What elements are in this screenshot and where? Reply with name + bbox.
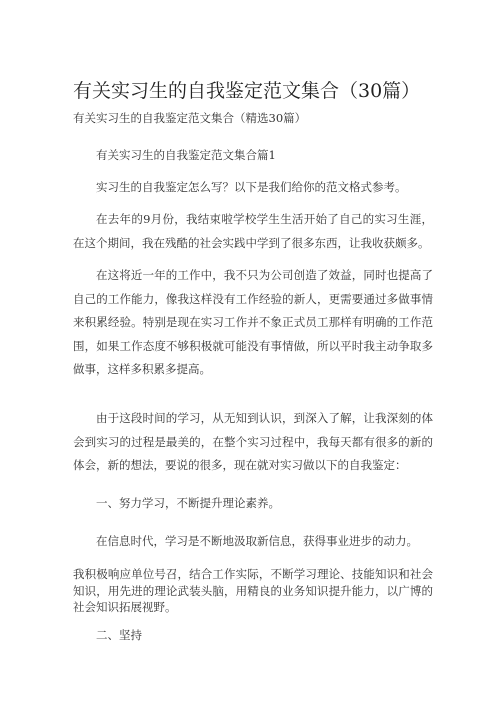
subheading-2: 二、坚持 <box>96 628 142 642</box>
paragraph-1: 在去年的9月份，我结束啦学校学生生活开始了自己的实习生涯，在这个期间，我在残酷的社会实践中学到了很多东西，让我收获颇多。 <box>73 212 433 250</box>
paragraph-2: 在这将近一年的工作中，我不只为公司创造了效益，同时也提高了自己的工作能力，像我这样没有工作经验的新人，更需要通过多做事情来积累经验。特别是现在实习工作并不象正式员工那样有明确的工作范围，如果工作态度不够积极就可能没有事情做，所以平时我主动争取多做事，这样多积累多提高。 <box>73 268 433 376</box>
paragraph-5: 我积极响应单位号召，结合工作实际，不断学习理论、技能知识和社会知识，用先进的理论武装头脑，用精良的业务知识提升能力，以广博的社会知识拓展视野。 <box>73 567 433 614</box>
paragraph-intro: 实习生的自我鉴定怎么写？以下是我们给你的范文格式参考。 <box>96 180 407 194</box>
paragraph-3: 由于这段时间的学习，从无知到认识，到深入了解，让我深刻的体会到实习的过程是最美的，在整个实习过程中，我每天都有很多的新的体会，新的想法，要说的很多，现在就对实习做以下的自我鉴定： <box>73 411 433 472</box>
paragraph-4: 在信息时代，学习是不断地汲取新信息，获得事业进步的动力。 <box>96 534 418 548</box>
section-heading-1: 有关实习生的自我鉴定范文集合篇1 <box>96 148 276 162</box>
document-title: 有关实习生的自我鉴定范文集合（30篇） <box>73 80 421 102</box>
document-subtitle: 有关实习生的自我鉴定范文集合（精选30篇） <box>73 111 307 125</box>
subheading-1: 一、努力学习，不断提升理论素养。 <box>96 496 280 510</box>
